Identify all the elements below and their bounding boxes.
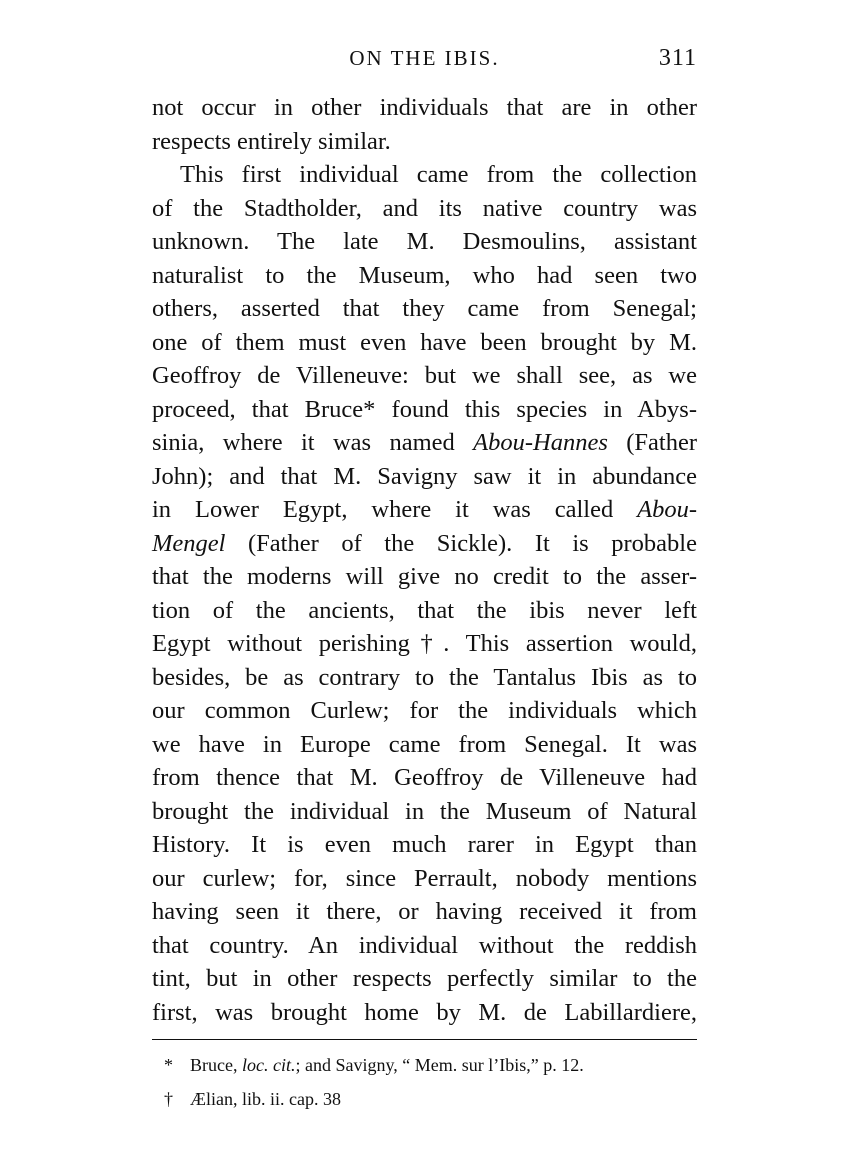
text-line — [152, 493, 697, 527]
running-title: ON THE IBIS. — [349, 46, 500, 70]
text-line: John); and that M. Savigny saw it in abundance — [152, 462, 697, 490]
text-line: others, asserted that they came from Senegal; — [152, 295, 697, 322]
text-run: (Father of the Sickle). It is probable — [225, 529, 697, 557]
text-line: Geoffroy de Villeneuve: but we shall see, as we — [152, 362, 697, 389]
text-run: in Lower Egypt, where it was called — [152, 496, 638, 523]
text-line — [152, 426, 697, 460]
text-line: proceed, that Bruce* found this species in Abys- — [152, 395, 697, 423]
text-line: unknown. The late M. Desmoulins, assistant — [152, 228, 697, 255]
text-line: not occur in other individuals that are in other — [152, 94, 697, 121]
footnote-italic: loc. cit. — [241, 1055, 296, 1075]
text-line: naturalist to the Museum, who had seen two — [152, 261, 697, 289]
text-line: one of them must even have been brought by M. — [152, 328, 697, 356]
text-line: that the moderns will give no credit to the asser- — [152, 563, 697, 590]
text-line: our curlew; for, since Perrault, nobody mentions — [152, 864, 697, 892]
text-line: first, was brought home by M. de Labillardiere, — [152, 998, 697, 1026]
text-line: that country. An individual without the reddish — [152, 931, 697, 959]
italic-run: Abou-Hannes — [473, 429, 608, 456]
page-number: 311 — [658, 45, 697, 71]
text-line: brought the individual in the Museum of Natural — [152, 797, 697, 825]
footnote-mark: † — [164, 1089, 173, 1109]
footnote — [152, 1082, 697, 1116]
text-run: (Father — [607, 429, 697, 456]
text-line: This first individual came from the collection — [180, 161, 697, 188]
footnote — [152, 1048, 697, 1082]
footnote-text: Bruce, — [190, 1055, 242, 1075]
text-line: tion of the ancients, that the ibis never left — [152, 596, 697, 624]
text-run: sinia, where it was named — [152, 429, 474, 456]
italic-run: Abou- — [637, 496, 697, 523]
running-head — [152, 38, 697, 78]
italic-run: Mengel — [152, 529, 226, 557]
footnote-divider — [152, 1039, 697, 1040]
text-line: respects entirely similar. — [152, 127, 391, 155]
footnote-mark: * — [164, 1055, 173, 1075]
text-line: History. It is even much rarer in Egypt than — [152, 831, 697, 858]
text-line: from thence that M. Geoffroy de Villeneuve had — [152, 764, 697, 791]
body-text — [152, 91, 697, 1029]
text-line: tint, but in other respects perfectly similar to the — [152, 965, 697, 992]
text-line: our common Curlew; for the individuals which — [152, 697, 697, 724]
footnote-text: Ælian, lib. ii. cap. 38 — [190, 1089, 341, 1109]
footnotes — [152, 1048, 697, 1116]
text-line: besides, be as contrary to the Tantalus Ibis as to — [152, 663, 697, 691]
text-line — [152, 527, 697, 561]
text-line: having seen it there, or having received it from — [152, 898, 697, 925]
text-line: of the Stadtholder, and its native country was — [152, 194, 697, 222]
footnote-text: ; and Savigny, “ Mem. sur l’Ibis,” p. 12. — [295, 1055, 584, 1075]
text-line: we have in Europe came from Senegal. It was — [152, 730, 697, 758]
text-line: Egypt without perishing†. This assertion would, — [152, 630, 697, 657]
